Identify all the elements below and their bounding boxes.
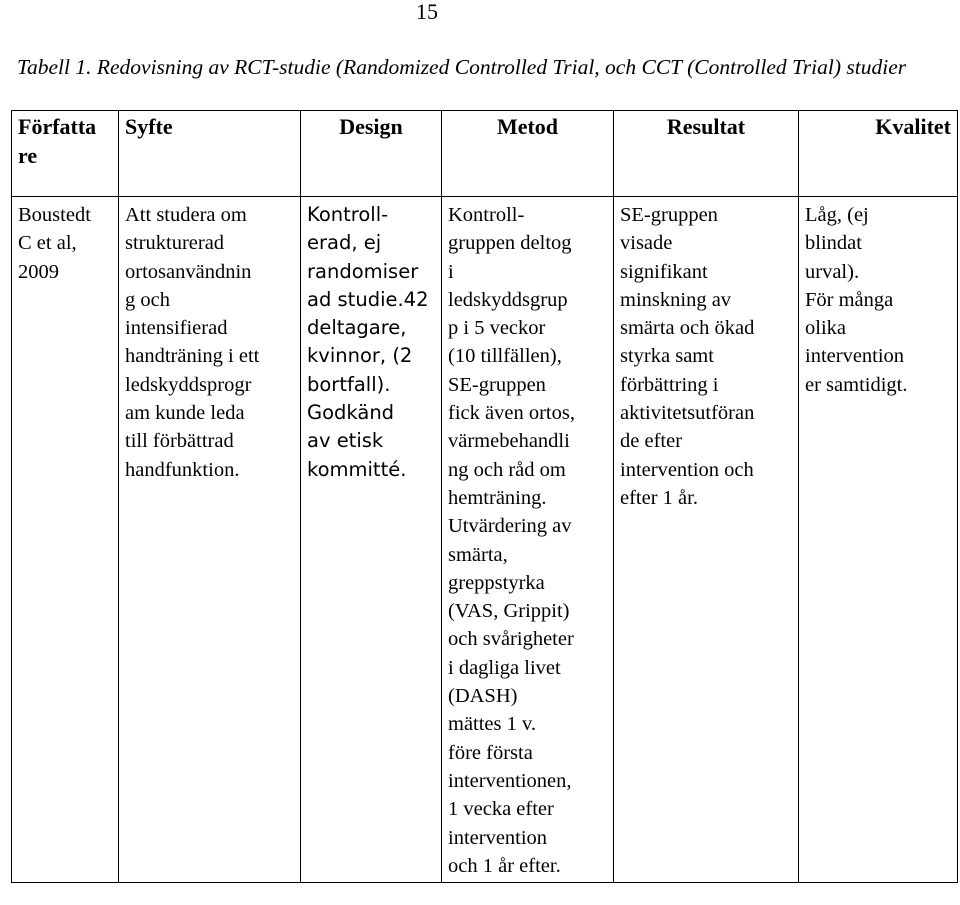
cell-author: Boustedt C et al, 2009 [12, 197, 119, 883]
study-table [11, 110, 958, 883]
header-quality: Kvalitet [799, 111, 958, 197]
header-method: Metod [442, 111, 614, 197]
header-purpose: Syfte [119, 111, 301, 197]
table-caption: Tabell 1. Redovisning av RCT-studie (Randomized Controlled Trial, och CCT (Controlled Trial) studier [17, 55, 907, 79]
header-author: Författa re [12, 111, 119, 197]
cell-method: Kontroll- gruppen deltog i ledskyddsgrup p i 5 veckor (10 tillfällen), SE-gruppen fick även ortos, värmebehandli ng och råd om hemträning. Utvärdering av smärta, greppstyrka (VAS, Grippit) och svårigheter i dagliga livet (DASH) mättes 1 v. före första interventionen, 1 vecka efter intervention och 1 år efter. [442, 197, 614, 883]
cell-purpose: Att studera om strukturerad ortosanvändnin g och intensifierad handträning i ett ledskyddsprogr am kunde leda till förbättrad handfunktion. [119, 197, 301, 883]
table-header-row [12, 111, 958, 197]
cell-result: SE-gruppen visade signifikant minskning av smärta och ökad styrka samt förbättring i aktivitetsutföran de efter intervention och efter 1 år. [614, 197, 799, 883]
cell-quality: Låg, (ej blindat urval). För många olika intervention er samtidigt. [799, 197, 958, 883]
header-result: Resultat [614, 111, 799, 197]
header-design: Design [301, 111, 442, 197]
cell-design: Kontroll- erad, ej randomiser ad studie.42 deltagare, kvinnor, (2 bortfall). Godkänd av etisk kommitté. [301, 197, 442, 883]
table-row [12, 197, 958, 883]
page-number: 15 [416, 0, 438, 24]
